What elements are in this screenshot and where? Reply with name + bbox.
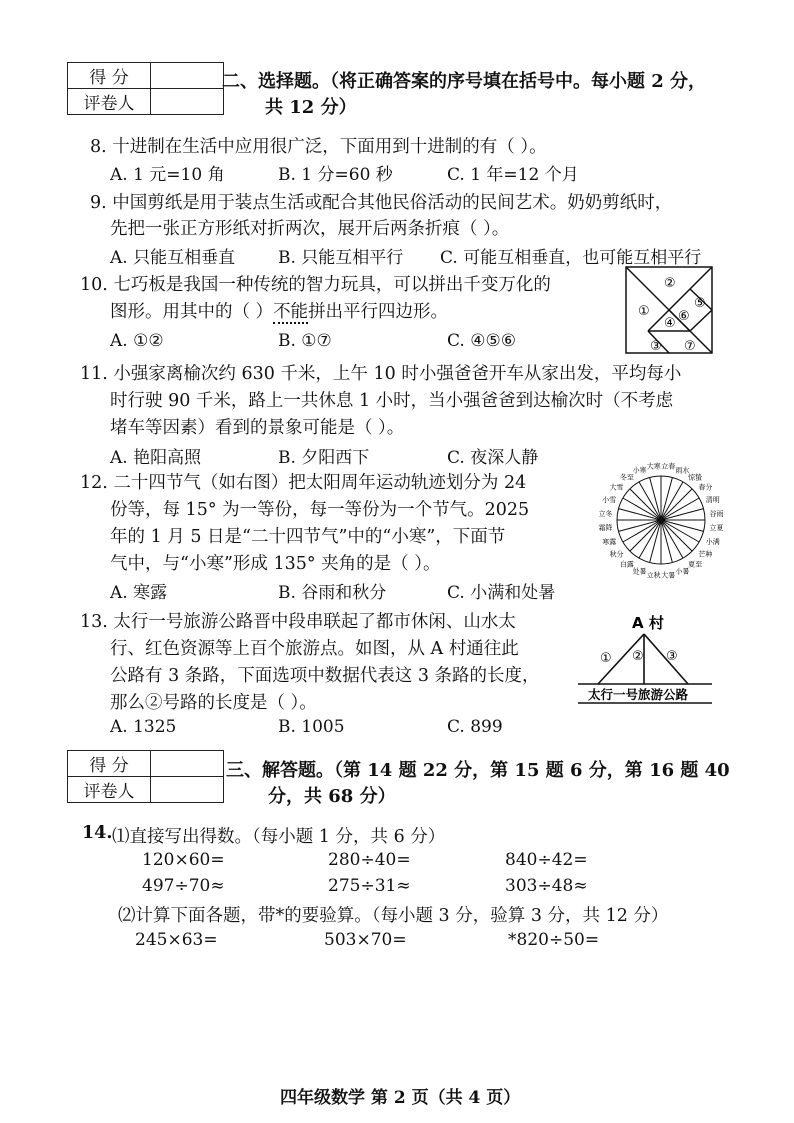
- score-value-cell: [151, 63, 224, 89]
- solar-term-label: 立冬: [598, 509, 613, 518]
- grader-label: 评卷人: [68, 89, 151, 115]
- q9-option-c: C. 可能互相垂直，也可能互相平行: [440, 248, 702, 268]
- q10-option-c: C. ④⑤⑥: [447, 331, 516, 351]
- score-box-1: [67, 62, 224, 115]
- q9-stem-line1: 9. 中国剪纸是用于装点生活或配合其他民俗活动的民间艺术。奶奶剪纸时，: [90, 193, 673, 213]
- section3-title-cont: 分，共 68 分）: [268, 786, 396, 807]
- q12-stem-line2: 份等，每 15° 为一等份，每一等份为一个节气。2025: [110, 500, 530, 520]
- q9-option-a: A. 只能互相垂直: [110, 248, 236, 268]
- solar-term-label: 小寒: [632, 466, 647, 475]
- q9-stem-line2: 先把一张正方形纸对折两次，展开后两条折痕（ ）。: [110, 219, 510, 239]
- tangram-label-4: ④: [664, 316, 676, 331]
- section2-title-cont: 共 12 分）: [265, 97, 357, 118]
- q14-calc-1: 120×60=: [142, 850, 225, 870]
- q10-option-a: A. ①②: [110, 331, 164, 351]
- solar-term-label: 清明: [705, 495, 720, 504]
- q12-stem-line4: 气中，与“小寒”形成 135° 夹角的是（ ）。: [110, 554, 441, 574]
- q13-stem-line1: 13. 太行一号旅游公路晋中段串联起了都市休闲、山水太: [80, 612, 516, 632]
- q11-stem-line1: 11. 小强家离榆次约 630 千米，上午 10 时小强爸爸开车从家出发，平均每小: [80, 364, 682, 384]
- q14-calc-2: 280÷40=: [328, 850, 411, 870]
- solar-term-label: 立秋: [646, 571, 661, 580]
- section3-title: 三、解答题。（第 14 题 22 分，第 15 题 6 分，第 16 题 40: [226, 760, 730, 781]
- solar-term-label: 处暑: [632, 567, 647, 576]
- solar-term-label: 寒露: [602, 538, 617, 547]
- q11-option-a: A. 艳阳高照: [110, 448, 202, 468]
- tangram-label-7: ⑦: [684, 339, 696, 354]
- solar-term-label: 春分: [698, 483, 713, 492]
- page-footer: 四年级数学 第 2 页（共 4 页）: [280, 1088, 521, 1108]
- q11-stem-line3: 堵车等因素）看到的景象可能是（ ）。: [110, 418, 405, 438]
- solar-term-label: 白露: [619, 560, 634, 569]
- solar-term-label: 夏至: [688, 560, 703, 569]
- q14-part2-title: ⑵计算下面各题，带*的要验算。（每小题 3 分，验算 3 分，共 12 分）: [118, 906, 669, 926]
- solar-term-label: 芒种: [698, 550, 713, 559]
- q13-stem-line4: 那么②号路的长度是（ ）。: [110, 693, 317, 713]
- q11-option-c: C. 夜深人静: [447, 448, 539, 468]
- q13-stem-line2: 行、红色资源等上百个旅游点。如图，从 A 村通往此: [110, 639, 519, 659]
- q14-calc-4: 497÷70≈: [142, 876, 225, 896]
- grader-value-cell: [151, 89, 224, 115]
- solar-term-label: 小满: [705, 538, 720, 547]
- q10-stem-part-a: 图形。用其中的（ ）: [110, 302, 274, 322]
- solar-term-label: 秋分: [609, 550, 624, 559]
- solar-term-label: 立夏: [709, 524, 724, 533]
- solar-term-label: 惊蛰: [688, 473, 703, 482]
- q8-option-a: A. 1 元=10 角: [110, 165, 225, 185]
- solar-term-label: 大寒: [646, 462, 661, 471]
- q10-stem-line2: [110, 298, 448, 323]
- score-label: 得 分: [68, 63, 151, 89]
- q11-option-b: B. 夕阳西下: [278, 448, 370, 468]
- road-village-label: A 村: [632, 614, 664, 632]
- score-value-cell-2: [151, 751, 224, 777]
- q12-stem-line1: 12. 二十四节气（如右图）把太阳周年运动轨迹划分为 24: [80, 473, 527, 493]
- q10-stem-line1: 10. 七巧板是我国一种传统的智力玩具，可以拼出千变万化的: [80, 275, 551, 295]
- q14-calc-3: 840÷42=: [505, 850, 588, 870]
- solar-term-label: 雨水: [675, 466, 690, 475]
- solar-term-label: 小暑: [675, 567, 690, 576]
- q8-option-c: C. 1 年=12 个月: [447, 165, 579, 185]
- q12-option-c: C. 小满和处暑: [447, 583, 556, 603]
- q13-option-c: C. 899: [447, 717, 503, 737]
- q9-option-b: B. 只能互相平行: [278, 248, 404, 268]
- q12-stem-line3: 年的 1 月 5 日是“二十四节气”中的“小寒”，下面节: [110, 527, 506, 547]
- q14-calc2-2: 503×70=: [324, 930, 407, 950]
- q14-calc2-3: *820÷50=: [508, 930, 600, 950]
- q8-option-b: B. 1 分=60 秒: [278, 165, 393, 185]
- section2-title: 二、选择题。（将正确答案的序号填在括号中。每小题 2 分，: [222, 71, 707, 92]
- q14-part1-title: ⑴直接写出得数。（每小题 1 分，共 6 分）: [112, 827, 446, 847]
- road-name-label: 太行一号旅游公路: [588, 687, 689, 702]
- solar-term-label: 冬至: [619, 473, 634, 482]
- grader-label-2: 评卷人: [68, 777, 151, 803]
- tangram-label-5: ⑤: [694, 296, 706, 311]
- q12-option-b: B. 谷雨和秋分: [278, 583, 387, 603]
- solar-term-label: 霜降: [598, 524, 613, 533]
- q10-emphasis: 不能: [273, 302, 309, 322]
- q11-stem-line2: 时行驶 90 千米，路上一共休息 1 小时，当小强爸爸到达榆次时（不考虑: [110, 391, 674, 411]
- score-box-2: [67, 750, 224, 803]
- q14-number: 14.: [82, 823, 113, 843]
- road-label-3: ③: [666, 649, 678, 664]
- q13-option-b: B. 1005: [278, 717, 345, 737]
- solar-term-label: 大暑: [661, 571, 676, 580]
- score-label-2: 得 分: [68, 751, 151, 777]
- q14-calc2-1: 245×63=: [135, 930, 218, 950]
- solar-terms-wheel: [578, 455, 744, 585]
- q13-option-a: A. 1325: [110, 717, 177, 737]
- road-label-1: ①: [600, 651, 612, 666]
- solar-term-label: 立春: [661, 462, 676, 471]
- q12-option-a: A. 寒露: [110, 583, 168, 603]
- tangram-label-2: ②: [664, 276, 676, 291]
- q14-calc-6: 303÷48≈: [505, 876, 588, 896]
- q14-calc-5: 275÷31≈: [328, 876, 411, 896]
- solar-term-label: 谷雨: [709, 509, 724, 518]
- tangram-label-3: ③: [650, 339, 662, 354]
- q10-option-b: B. ①⑦: [278, 331, 332, 351]
- tangram-figure: [624, 265, 716, 357]
- grader-value-cell-2: [151, 777, 224, 803]
- solar-term-label: 小雪: [602, 495, 617, 504]
- q8-stem: 8. 十进制在生活中应用很广泛，下面用到十进制的有（ ）。: [90, 137, 547, 157]
- solar-term-label: 大雪: [609, 483, 624, 492]
- tangram-label-6: ⑥: [678, 309, 690, 324]
- tangram-label-1: ①: [638, 304, 650, 319]
- road-figure: [576, 610, 716, 708]
- q13-stem-line3: 公路有 3 条路，下面选项中数据代表这 3 条路的长度，: [110, 666, 540, 686]
- q10-stem-part-c: 拼出平行四边形。: [308, 302, 449, 322]
- road-label-2: ②: [632, 649, 644, 664]
